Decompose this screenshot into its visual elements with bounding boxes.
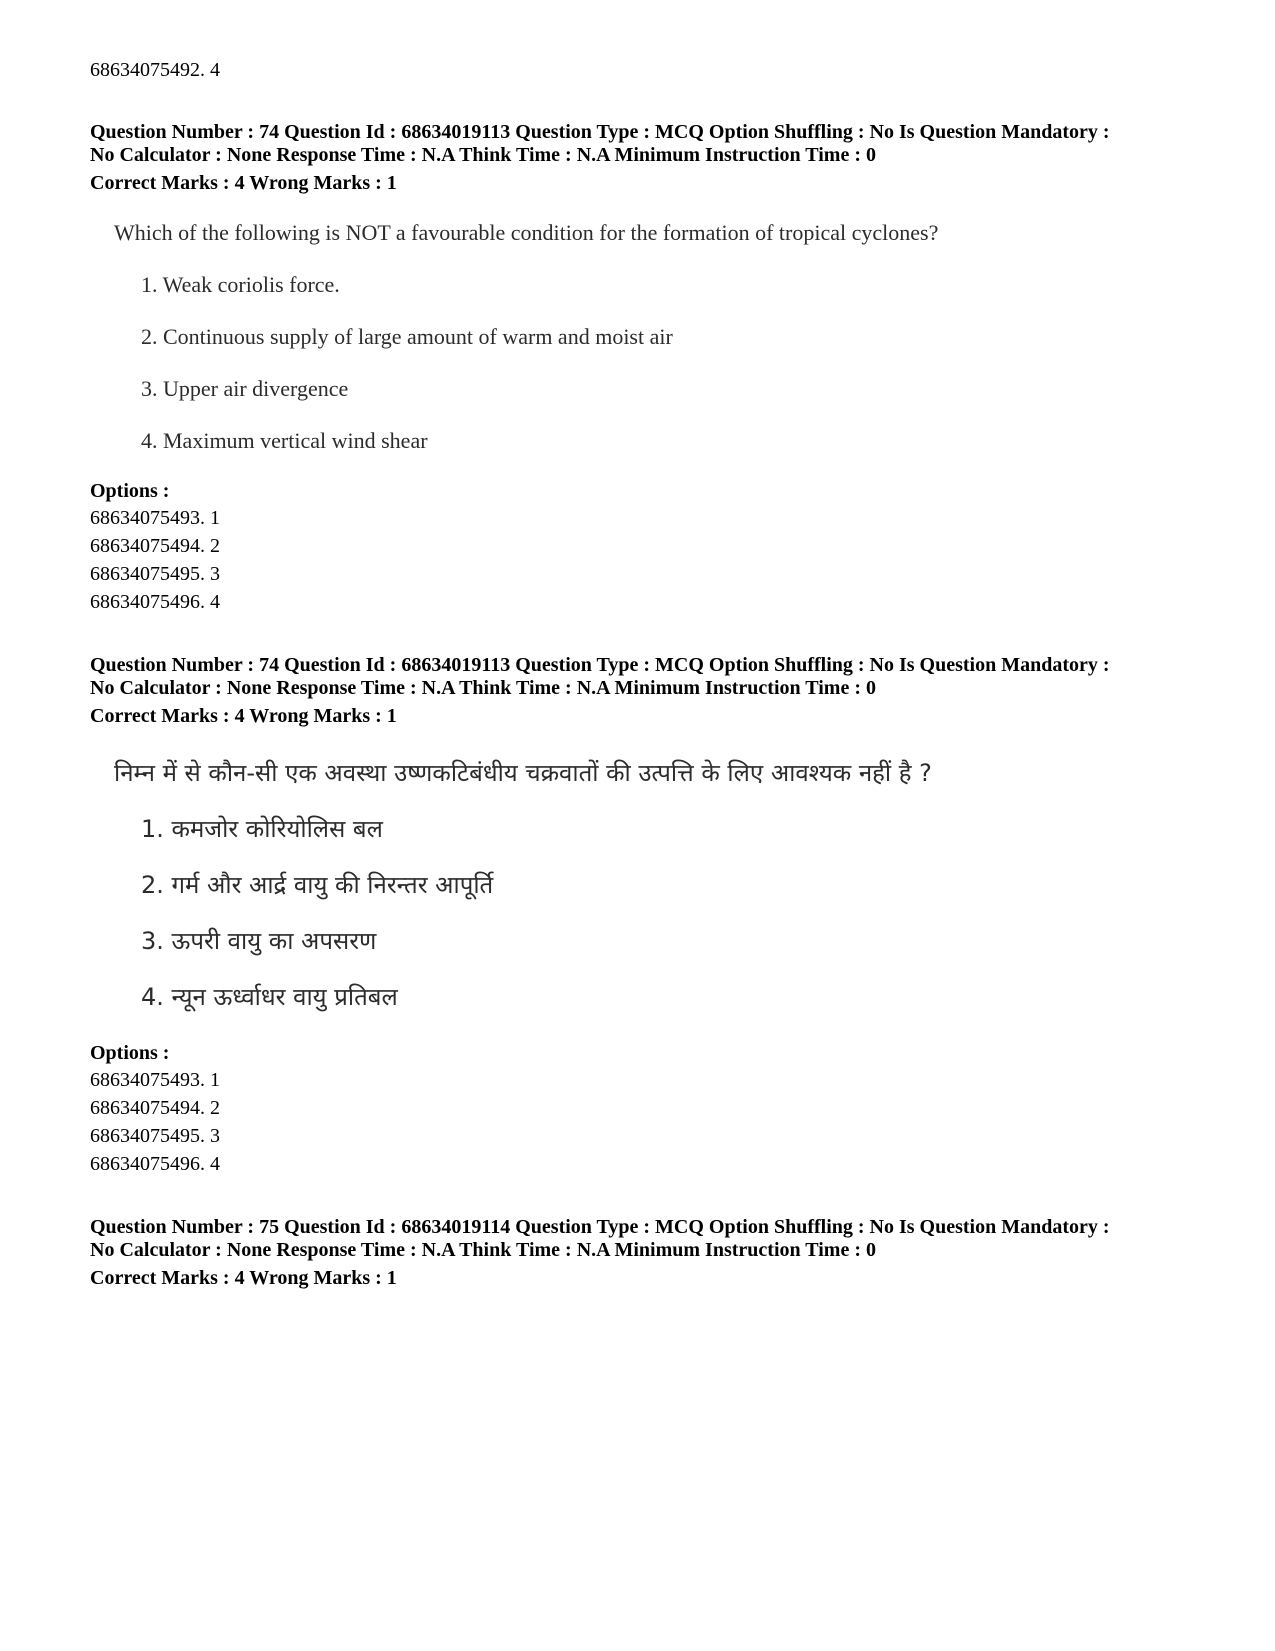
question-text: Which of the following is NOT a favourable condition for the formation of tropical cyclones? bbox=[114, 220, 939, 245]
question-marks: Correct Marks : 4 Wrong Marks : 1 bbox=[90, 705, 397, 727]
option-line: 68634075496. 4 bbox=[90, 1153, 220, 1175]
option-line: 68634075493. 1 bbox=[90, 1069, 220, 1091]
option-line: 68634075496. 4 bbox=[90, 591, 220, 613]
question-header-line-1: Question Number : 75 Question Id : 68634019114 Question Type : MCQ Option Shuffling : No Is Question Mandatory : bbox=[90, 1216, 1110, 1238]
question-header-line-1: Question Number : 74 Question Id : 68634019113 Question Type : MCQ Option Shuffling : No Is Question Mandatory : bbox=[90, 121, 1110, 143]
question-marks: Correct Marks : 4 Wrong Marks : 1 bbox=[90, 172, 397, 194]
option-line: 68634075495. 3 bbox=[90, 1125, 220, 1147]
question-marks: Correct Marks : 4 Wrong Marks : 1 bbox=[90, 1267, 397, 1289]
option-line: 68634075493. 1 bbox=[90, 507, 220, 529]
option-line: 68634075492. 4 bbox=[90, 59, 220, 81]
question-item-3: 3. Upper air divergence bbox=[141, 376, 349, 401]
option-line: 68634075494. 2 bbox=[90, 535, 220, 557]
question-item-3: 3. ऊपरी वायु का अपसरण bbox=[141, 927, 377, 955]
question-item-4: 4. Maximum vertical wind shear bbox=[141, 428, 428, 453]
question-header-line-2: No Calculator : None Response Time : N.A Think Time : N.A Minimum Instruction Time : 0 bbox=[90, 677, 876, 699]
option-line: 68634075494. 2 bbox=[90, 1097, 220, 1119]
question-text: निम्न में से कौन-सी एक अवस्था उष्णकटिबंधीय चक्रवातों की उत्पत्ति के लिए आवश्यक नहीं है ? bbox=[114, 759, 932, 787]
question-item-4: 4. न्यून ऊर्ध्वाधर वायु प्रतिबल bbox=[141, 983, 398, 1011]
question-item-1: 1. Weak coriolis force. bbox=[141, 272, 340, 297]
question-item-1: 1. कमजोर कोरियोलिस बल bbox=[141, 815, 383, 843]
question-header-line-2: No Calculator : None Response Time : N.A Think Time : N.A Minimum Instruction Time : 0 bbox=[90, 1239, 876, 1261]
options-label: Options : bbox=[90, 480, 170, 502]
question-header-line-1: Question Number : 74 Question Id : 68634019113 Question Type : MCQ Option Shuffling : No Is Question Mandatory : bbox=[90, 654, 1110, 676]
options-label: Options : bbox=[90, 1042, 170, 1064]
option-line: 68634075495. 3 bbox=[90, 563, 220, 585]
question-item-2: 2. Continuous supply of large amount of warm and moist air bbox=[141, 324, 673, 349]
question-header-line-2: No Calculator : None Response Time : N.A Think Time : N.A Minimum Instruction Time : 0 bbox=[90, 144, 876, 166]
question-item-2: 2. गर्म और आर्द्र वायु की निरन्तर आपूर्ति bbox=[141, 871, 494, 899]
